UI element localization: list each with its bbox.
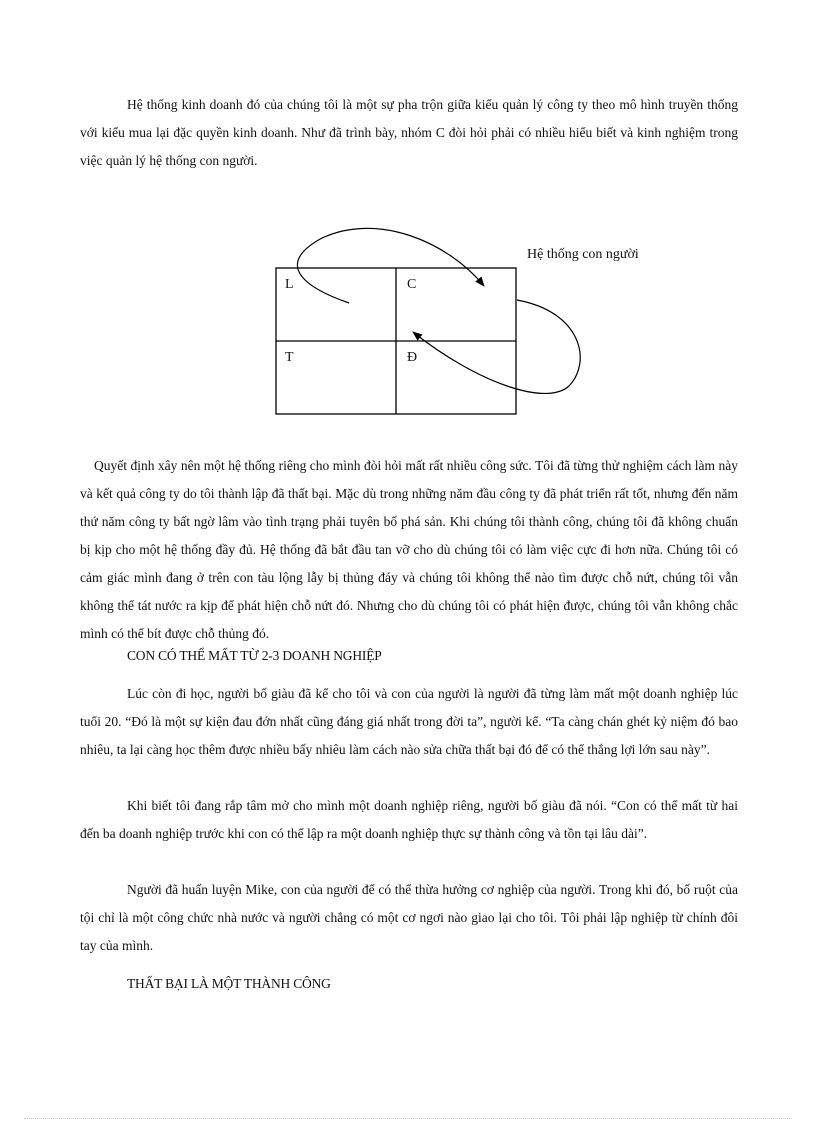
arrow-loop-to-c [413, 300, 580, 393]
business-system-diagram [0, 0, 816, 440]
section-heading-failure-is-success: THẤT BẠI LÀ MỘT THÀNH CÔNG [127, 976, 331, 991]
paragraph-rich-dad-advice: Khi biết tôi đang rắp tâm mở cho mình một doanh nghiệp riêng, người bố giàu đã nói. “Con có thể mất từ hai đến ba doanh nghiệp trước khi con có thể lập ra một doanh nghiệp thực sự thành công và tồn tại lâu dài”. [80, 798, 738, 841]
diagram-caption: Hệ thống con người [527, 247, 639, 262]
paragraph-mike-training: Người đã huấn luyện Mike, con của người để có thể thừa hưởng cơ nghiệp của người. Trong khi đó, bố ruột của tội chỉ là một công chức nhà nước và người chẳng có một cơ ngơi nào giao lại cho tôi. Tôi phải lập nghiệp từ chính đôi tay của mình. [80, 882, 738, 953]
arrow-l-to-c [297, 228, 484, 303]
paragraph-failure-story: Quyết định xây nên một hệ thống riêng cho mình đòi hỏi mất rất nhiều công sức. Tôi đã từng thử nghiệm cách làm này và kết quả công ty do tôi thành lập đã thất bại. Mặc dù trong những năm đầu công ty đã phát triển rất tốt, nhưng đến năm thứ năm công ty bất ngờ lâm vào tình trạng phải tuyên bố phá sản. Khi chúng tôi thành công, chúng tôi đã không chuẩn bị kịp cho một hệ thống đầy đủ. Hệ thống đã bắt đầu tan vỡ cho dù chúng tôi có làm việc cực đi hơn nữa. Chúng tôi có cảm giác mình đang ở trên con tàu lộng lẫy bị thủng đáy và chúng tôi không thể nào tìm được chỗ nứt, chúng tôi vẫn không thể tát nước ra kịp để phát hiện chỗ nứt đó. Nhưng cho dù chúng tôi có phát hiện được, chúng tôi vẫn không chắc mình có thể bít được chỗ thủng đó. [80, 458, 738, 641]
cell-label-c: C [407, 277, 417, 292]
cell-label-l: L [285, 277, 294, 292]
paragraph-intro: Hệ thống kinh doanh đó của chúng tôi là một sự pha trộn giữa kiểu quản lý công ty theo mô hình truyền thống với kiểu mua lại đặc quyền kinh doanh. Như đã trình bày, nhóm C đòi hỏi phải có nhiều hiểu biết và kinh nghiệm trong việc quản lý hệ thống con người. [80, 97, 738, 168]
page-bottom-border [24, 1118, 792, 1119]
cell-label-d: Đ [407, 350, 418, 365]
grid-box [276, 268, 516, 414]
cell-label-t: T [285, 350, 294, 365]
paragraph-rich-dad-story: Lúc còn đi học, người bố giàu đã kể cho tôi và con của người là người đã từng làm mất một doanh nghiệp lúc tuổi 20. “Đó là một sự kiện đau đớn nhất cũng đáng giá nhất trong đời ta”, người kể. “Ta càng chán ghét kỷ niệm đó bao nhiêu, ta lại càng học thêm được nhiều bấy nhiêu làm cách nào sửa chữa thất bại đó để có thể thắng lợi lớn sau này”. [80, 686, 738, 757]
section-heading-lose-businesses: CON CÓ THỂ MẤT TỪ 2-3 DOANH NGHIỆP [127, 648, 382, 663]
